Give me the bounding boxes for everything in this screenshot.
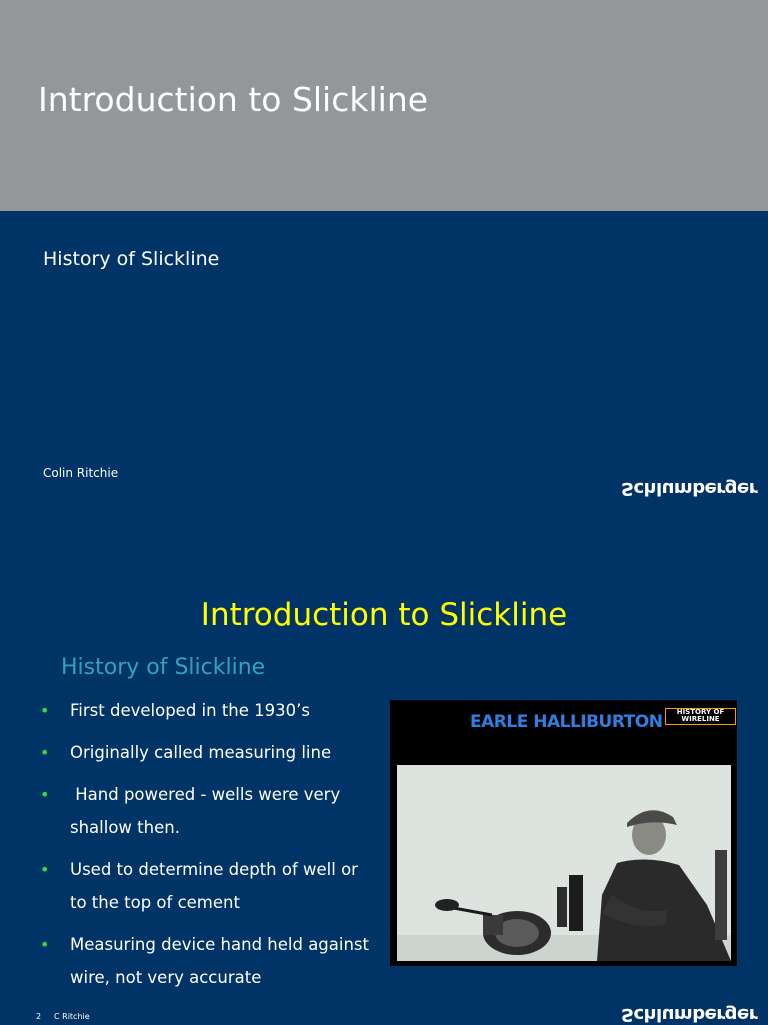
bullet-text: Originally called measuring line <box>70 743 332 762</box>
bullet-text: First developed in the 1930’s <box>70 701 310 720</box>
bullet-dot-icon: • <box>40 701 50 720</box>
bullet-item <box>38 694 373 727</box>
schlumberger-logo: Schlumberger <box>621 478 758 499</box>
footer-author: C Ritchie <box>54 1012 90 1021</box>
bullet-text: Hand powered - wells were very shallow then. <box>70 785 346 837</box>
bullet-text: Measuring device hand held against wire, not very accurate <box>70 935 369 987</box>
tag-line-2: WIRELINE <box>681 715 720 723</box>
bullet-item <box>38 853 373 919</box>
slide2-title: Introduction to Slickline <box>200 597 568 633</box>
bullet-item <box>38 778 373 844</box>
history-of-wireline-tag <box>665 708 736 725</box>
bullet-item <box>38 736 373 769</box>
slide1-title: Introduction to Slickline <box>38 80 429 119</box>
history-photo <box>390 700 737 966</box>
photo-illustration <box>397 765 731 961</box>
bullet-text: Used to determine depth of well or to the top of cement <box>70 860 358 912</box>
bullet-dot-icon: • <box>40 785 50 804</box>
bullet-dot-icon: • <box>40 743 50 762</box>
slide2-subtitle: History of Slickline <box>61 655 266 680</box>
slide1-author: Colin Ritchie <box>43 466 119 480</box>
schlumberger-logo: Schlumberger <box>621 1004 758 1025</box>
slide1-subtitle: History of Slickline <box>43 248 220 270</box>
page-number: 2 <box>36 1012 42 1021</box>
bullet-item <box>38 928 373 994</box>
bullet-dot-icon: • <box>40 860 50 879</box>
bullet-dot-icon: • <box>40 935 50 954</box>
tag-line-1: HISTORY OF <box>676 708 725 716</box>
man-with-measuring-reel-photo <box>397 765 731 961</box>
bullet-list <box>38 694 373 1003</box>
photo-title: EARLE HALLIBURTON <box>470 712 663 732</box>
